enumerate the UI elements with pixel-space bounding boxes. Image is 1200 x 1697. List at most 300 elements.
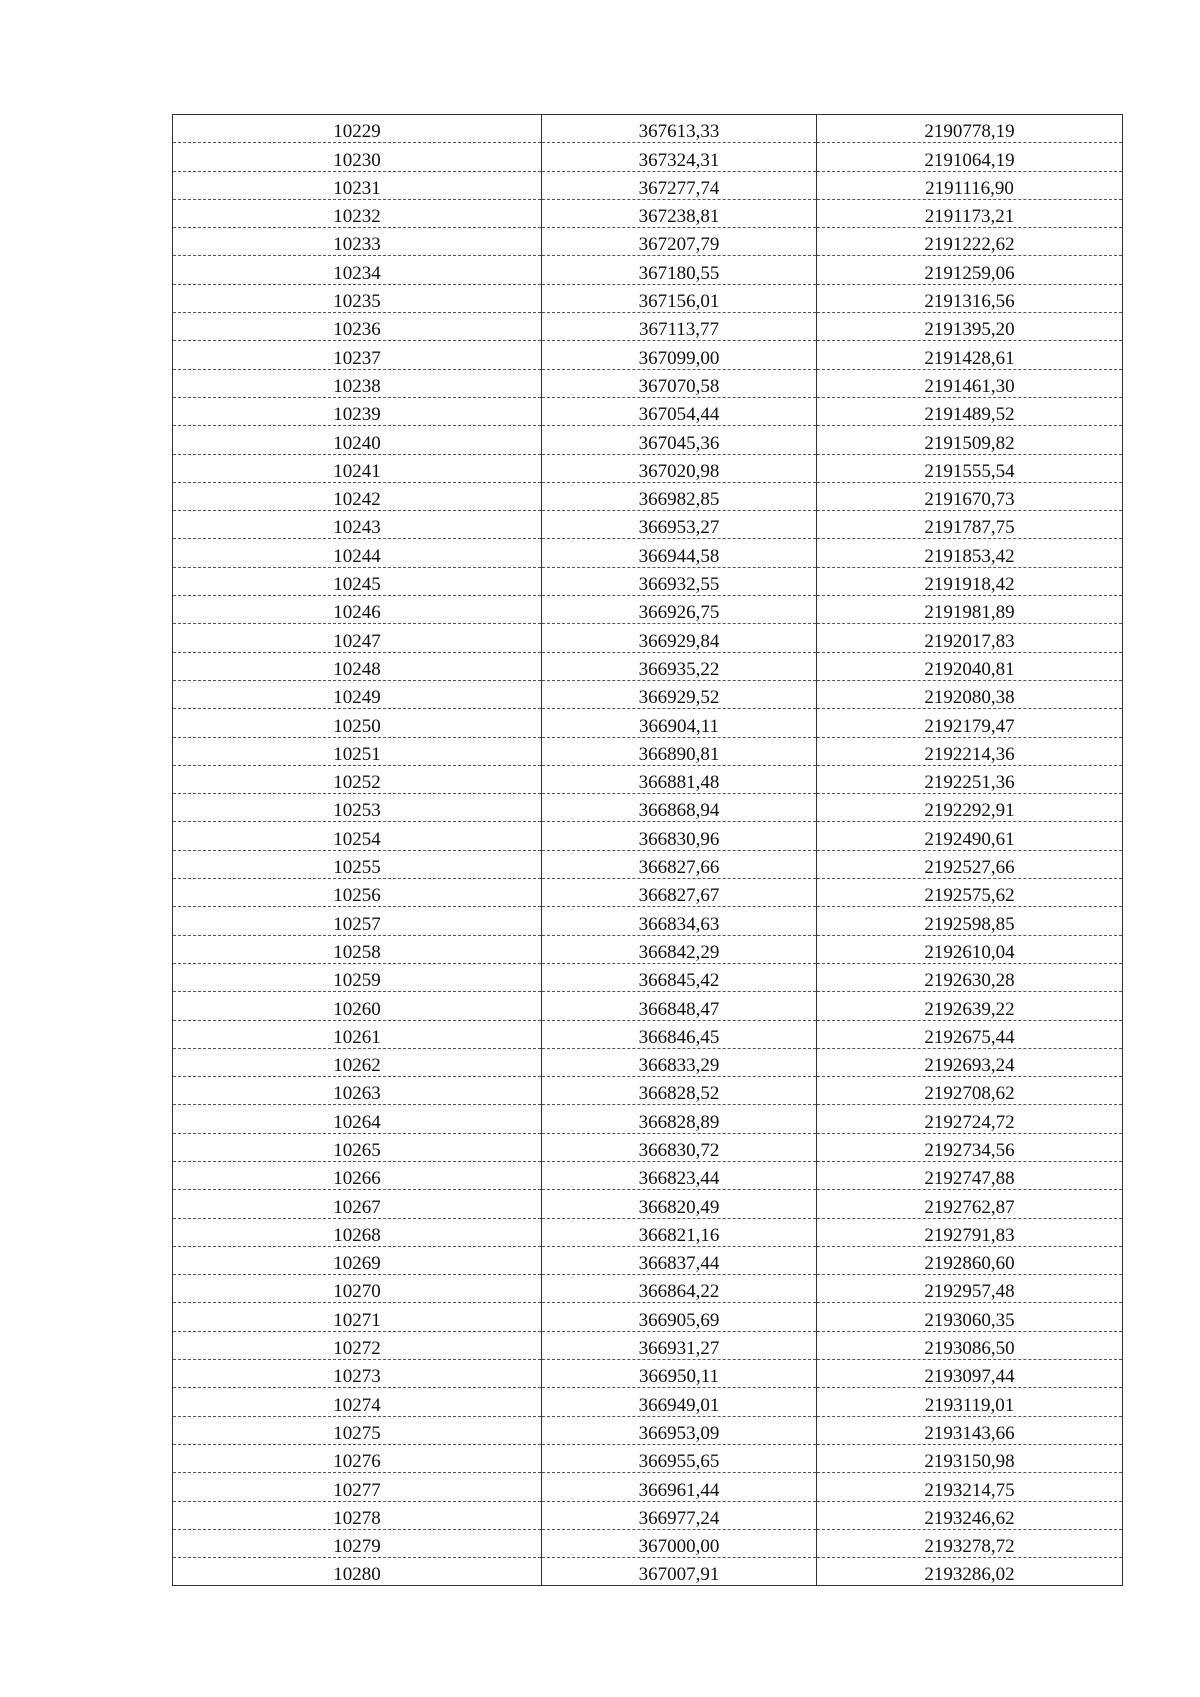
x-coordinate-cell	[542, 1275, 817, 1303]
table-row	[173, 1416, 1123, 1444]
y-coordinate-cell	[817, 1360, 1123, 1388]
cell-value: 2192762,87	[924, 1196, 1015, 1218]
point-number-cell	[173, 935, 542, 963]
cell-value: 366905,69	[638, 1309, 720, 1331]
cell-value: 10255	[333, 857, 381, 879]
x-coordinate-cell	[542, 397, 817, 425]
y-coordinate-cell	[817, 256, 1123, 284]
cell-value: 10252	[333, 772, 381, 794]
x-coordinate-cell	[542, 256, 817, 284]
point-number-cell	[173, 624, 542, 652]
cell-value: 10280	[333, 1564, 381, 1586]
cell-value: 2191116,90	[925, 177, 1014, 199]
table-row	[173, 171, 1123, 199]
cell-value: 367099,00	[638, 347, 720, 369]
table-row	[173, 426, 1123, 454]
x-coordinate-cell	[542, 680, 817, 708]
y-coordinate-cell	[817, 737, 1123, 765]
cell-value: 366881,48	[638, 772, 720, 794]
cell-value: 10278	[333, 1507, 381, 1529]
point-number-cell	[173, 1473, 542, 1501]
table-row	[173, 1077, 1123, 1105]
point-number-cell	[173, 850, 542, 878]
cell-value: 2192610,04	[924, 941, 1015, 963]
cell-value: 2193143,66	[924, 1422, 1015, 1444]
cell-value: 2190778,19	[924, 121, 1015, 143]
cell-value: 10240	[333, 432, 381, 454]
cell-value: 366820,49	[638, 1196, 720, 1218]
cell-value: 2193246,62	[924, 1507, 1015, 1529]
cell-value: 367007,91	[638, 1564, 720, 1586]
y-coordinate-cell	[817, 1020, 1123, 1048]
x-coordinate-cell	[542, 341, 817, 369]
table-row	[173, 1190, 1123, 1218]
cell-value: 10266	[333, 1168, 381, 1190]
cell-value: 366837,44	[638, 1253, 720, 1275]
table-row	[173, 1331, 1123, 1359]
point-number-cell	[173, 199, 542, 227]
x-coordinate-cell	[542, 907, 817, 935]
cell-value: 10239	[333, 404, 381, 426]
cell-value: 367156,01	[638, 291, 720, 313]
table-row	[173, 1388, 1123, 1416]
cell-value: 366828,52	[638, 1083, 720, 1105]
cell-value: 366830,96	[638, 828, 720, 850]
y-coordinate-cell	[817, 794, 1123, 822]
x-coordinate-cell	[542, 284, 817, 312]
table-row	[173, 1218, 1123, 1246]
cell-value: 10260	[333, 998, 381, 1020]
table-row	[173, 313, 1123, 341]
table-row	[173, 652, 1123, 680]
cell-value: 10238	[333, 375, 381, 397]
point-number-cell	[173, 1190, 542, 1218]
point-number-cell	[173, 1444, 542, 1472]
point-number-cell	[173, 1161, 542, 1189]
cell-value: 10236	[333, 319, 381, 341]
point-number-cell	[173, 879, 542, 907]
x-coordinate-cell	[542, 1048, 817, 1076]
cell-value: 366845,42	[638, 970, 720, 992]
cell-value: 366842,29	[638, 941, 720, 963]
y-coordinate-cell	[817, 426, 1123, 454]
y-coordinate-cell	[817, 1077, 1123, 1105]
y-coordinate-cell	[817, 115, 1123, 143]
y-coordinate-cell	[817, 1416, 1123, 1444]
y-coordinate-cell	[817, 341, 1123, 369]
cell-value: 2193060,35	[924, 1309, 1015, 1331]
point-number-cell	[173, 369, 542, 397]
cell-value: 2191222,62	[924, 234, 1015, 256]
point-number-cell	[173, 1048, 542, 1076]
point-number-cell	[173, 992, 542, 1020]
table-row	[173, 879, 1123, 907]
y-coordinate-cell	[817, 1048, 1123, 1076]
cell-value: 366931,27	[638, 1338, 720, 1360]
coordinates-table-body	[173, 115, 1123, 1586]
cell-value: 10241	[333, 460, 381, 482]
cell-value: 367324,31	[638, 149, 720, 171]
table-row	[173, 1501, 1123, 1529]
x-coordinate-cell	[542, 567, 817, 595]
cell-value: 367000,00	[638, 1536, 720, 1558]
cell-value: 366834,63	[638, 913, 720, 935]
y-coordinate-cell	[817, 1133, 1123, 1161]
x-coordinate-cell	[542, 482, 817, 510]
x-coordinate-cell	[542, 652, 817, 680]
cell-value: 366929,84	[638, 630, 720, 652]
x-coordinate-cell	[542, 1444, 817, 1472]
table-row	[173, 1246, 1123, 1274]
y-coordinate-cell	[817, 313, 1123, 341]
table-row	[173, 1020, 1123, 1048]
y-coordinate-cell	[817, 879, 1123, 907]
point-number-cell	[173, 454, 542, 482]
point-number-cell	[173, 1331, 542, 1359]
y-coordinate-cell	[817, 539, 1123, 567]
x-coordinate-cell	[542, 1246, 817, 1274]
point-number-cell	[173, 737, 542, 765]
table-row	[173, 1048, 1123, 1076]
cell-value: 10268	[333, 1224, 381, 1246]
table-row	[173, 341, 1123, 369]
cell-value: 366864,22	[638, 1281, 720, 1303]
table-row	[173, 482, 1123, 510]
cell-value: 10249	[333, 687, 381, 709]
point-number-cell	[173, 907, 542, 935]
cell-value: 10242	[333, 489, 381, 511]
y-coordinate-cell	[817, 1473, 1123, 1501]
table-row	[173, 850, 1123, 878]
y-coordinate-cell	[817, 567, 1123, 595]
table-row	[173, 1473, 1123, 1501]
cell-value: 2192639,22	[924, 998, 1015, 1020]
point-number-cell	[173, 652, 542, 680]
y-coordinate-cell	[817, 1190, 1123, 1218]
table-row	[173, 539, 1123, 567]
cell-value: 2191395,20	[924, 319, 1015, 341]
cell-value: 2192040,81	[924, 658, 1015, 680]
cell-value: 366944,58	[638, 545, 720, 567]
cell-value: 366846,45	[638, 1026, 720, 1048]
x-coordinate-cell	[542, 992, 817, 1020]
x-coordinate-cell	[542, 426, 817, 454]
cell-value: 366848,47	[638, 998, 720, 1020]
cell-value: 10269	[333, 1253, 381, 1275]
cell-value: 366823,44	[638, 1168, 720, 1190]
y-coordinate-cell	[817, 1275, 1123, 1303]
point-number-cell	[173, 115, 542, 143]
y-coordinate-cell	[817, 1161, 1123, 1189]
x-coordinate-cell	[542, 228, 817, 256]
cell-value: 10232	[333, 206, 381, 228]
cell-value: 2192724,72	[924, 1111, 1015, 1133]
point-number-cell	[173, 1388, 542, 1416]
cell-value: 10250	[333, 715, 381, 737]
x-coordinate-cell	[542, 624, 817, 652]
point-number-cell	[173, 1133, 542, 1161]
cell-value: 10261	[333, 1026, 381, 1048]
point-number-cell	[173, 1416, 542, 1444]
cell-value: 10253	[333, 800, 381, 822]
x-coordinate-cell	[542, 1020, 817, 1048]
cell-value: 2193150,98	[924, 1451, 1015, 1473]
cell-value: 2191509,82	[924, 432, 1015, 454]
point-number-cell	[173, 482, 542, 510]
point-number-cell	[173, 228, 542, 256]
cell-value: 2192693,24	[924, 1055, 1015, 1077]
cell-value: 2192860,60	[924, 1253, 1015, 1275]
y-coordinate-cell	[817, 1303, 1123, 1331]
cell-value: 10247	[333, 630, 381, 652]
cell-value: 10235	[333, 291, 381, 313]
table-row	[173, 1105, 1123, 1133]
table-row	[173, 794, 1123, 822]
y-coordinate-cell	[817, 992, 1123, 1020]
point-number-cell	[173, 596, 542, 624]
cell-value: 2191853,42	[924, 545, 1015, 567]
x-coordinate-cell	[542, 199, 817, 227]
y-coordinate-cell	[817, 228, 1123, 256]
point-number-cell	[173, 765, 542, 793]
cell-value: 2192292,91	[924, 800, 1015, 822]
y-coordinate-cell	[817, 596, 1123, 624]
point-number-cell	[173, 1360, 542, 1388]
cell-value: 2191064,19	[924, 149, 1015, 171]
x-coordinate-cell	[542, 1360, 817, 1388]
y-coordinate-cell	[817, 143, 1123, 171]
point-number-cell	[173, 341, 542, 369]
y-coordinate-cell	[817, 1331, 1123, 1359]
y-coordinate-cell	[817, 850, 1123, 878]
y-coordinate-cell	[817, 199, 1123, 227]
x-coordinate-cell	[542, 879, 817, 907]
cell-value: 366821,16	[638, 1224, 720, 1246]
cell-value: 2193278,72	[924, 1536, 1015, 1558]
cell-value: 2192598,85	[924, 913, 1015, 935]
table-row	[173, 454, 1123, 482]
cell-value: 2192490,61	[924, 828, 1015, 850]
cell-value: 2192734,56	[924, 1139, 1015, 1161]
point-number-cell	[173, 511, 542, 539]
table-row	[173, 1529, 1123, 1557]
cell-value: 366953,09	[638, 1422, 720, 1444]
table-row	[173, 1444, 1123, 1472]
x-coordinate-cell	[542, 1161, 817, 1189]
x-coordinate-cell	[542, 709, 817, 737]
x-coordinate-cell	[542, 1388, 817, 1416]
cell-value: 10270	[333, 1281, 381, 1303]
table-row	[173, 397, 1123, 425]
cell-value: 10273	[333, 1366, 381, 1388]
cell-value: 10237	[333, 347, 381, 369]
cell-value: 2192957,48	[924, 1281, 1015, 1303]
point-number-cell	[173, 822, 542, 850]
point-number-cell	[173, 794, 542, 822]
cell-value: 366926,75	[638, 602, 720, 624]
cell-value: 366890,81	[638, 743, 720, 765]
x-coordinate-cell	[542, 171, 817, 199]
table-row	[173, 680, 1123, 708]
cell-value: 366929,52	[638, 687, 720, 709]
cell-value: 2192575,62	[924, 885, 1015, 907]
x-coordinate-cell	[542, 369, 817, 397]
cell-value: 367020,98	[638, 460, 720, 482]
y-coordinate-cell	[817, 822, 1123, 850]
point-number-cell	[173, 567, 542, 595]
cell-value: 10234	[333, 262, 381, 284]
point-number-cell	[173, 171, 542, 199]
cell-value: 367613,33	[638, 121, 720, 143]
cell-value: 10272	[333, 1338, 381, 1360]
cell-value: 366932,55	[638, 574, 720, 596]
cell-value: 2191316,56	[924, 291, 1015, 313]
point-number-cell	[173, 426, 542, 454]
y-coordinate-cell	[817, 1218, 1123, 1246]
cell-value: 2191259,06	[924, 262, 1015, 284]
cell-value: 2192675,44	[924, 1026, 1015, 1048]
cell-value: 367045,36	[638, 432, 720, 454]
point-number-cell	[173, 1218, 542, 1246]
table-row	[173, 1303, 1123, 1331]
table-row	[173, 822, 1123, 850]
cell-value: 10233	[333, 234, 381, 256]
cell-value: 366904,11	[638, 715, 720, 737]
table-row	[173, 369, 1123, 397]
point-number-cell	[173, 313, 542, 341]
y-coordinate-cell	[817, 963, 1123, 991]
cell-value: 10257	[333, 913, 381, 935]
cell-value: 2192630,28	[924, 970, 1015, 992]
y-coordinate-cell	[817, 397, 1123, 425]
y-coordinate-cell	[817, 511, 1123, 539]
cell-value: 366833,29	[638, 1055, 720, 1077]
cell-value: 2192179,47	[924, 715, 1015, 737]
cell-value: 2192214,36	[924, 743, 1015, 765]
cell-value: 2192708,62	[924, 1083, 1015, 1105]
cell-value: 2192017,83	[924, 630, 1015, 652]
y-coordinate-cell	[817, 482, 1123, 510]
point-number-cell	[173, 1529, 542, 1557]
table-row	[173, 567, 1123, 595]
x-coordinate-cell	[542, 1529, 817, 1557]
table-row	[173, 935, 1123, 963]
table-row	[173, 511, 1123, 539]
point-number-cell	[173, 1020, 542, 1048]
cell-value: 10262	[333, 1055, 381, 1077]
x-coordinate-cell	[542, 313, 817, 341]
cell-value: 366949,01	[638, 1394, 720, 1416]
cell-value: 10279	[333, 1536, 381, 1558]
cell-value: 2192527,66	[924, 857, 1015, 879]
cell-value: 366828,89	[638, 1111, 720, 1133]
cell-value: 367277,74	[638, 177, 720, 199]
cell-value: 366830,72	[638, 1139, 720, 1161]
cell-value: 10230	[333, 149, 381, 171]
table-row	[173, 199, 1123, 227]
point-number-cell	[173, 709, 542, 737]
table-row	[173, 1133, 1123, 1161]
cell-value: 10229	[333, 121, 381, 143]
y-coordinate-cell	[817, 1388, 1123, 1416]
cell-value: 366827,67	[638, 885, 720, 907]
x-coordinate-cell	[542, 511, 817, 539]
point-number-cell	[173, 963, 542, 991]
coordinates-table	[172, 114, 1123, 1586]
cell-value: 10275	[333, 1422, 381, 1444]
cell-value: 2191918,42	[924, 574, 1015, 596]
table-row	[173, 1558, 1123, 1586]
y-coordinate-cell	[817, 284, 1123, 312]
table-row	[173, 907, 1123, 935]
x-coordinate-cell	[542, 596, 817, 624]
y-coordinate-cell	[817, 624, 1123, 652]
x-coordinate-cell	[542, 1473, 817, 1501]
cell-value: 2192080,38	[924, 687, 1015, 709]
table-row	[173, 624, 1123, 652]
cell-value: 366977,24	[638, 1507, 720, 1529]
x-coordinate-cell	[542, 1133, 817, 1161]
cell-value: 366950,11	[638, 1366, 720, 1388]
cell-value: 10267	[333, 1196, 381, 1218]
table-row	[173, 963, 1123, 991]
point-number-cell	[173, 397, 542, 425]
table-row	[173, 596, 1123, 624]
x-coordinate-cell	[542, 935, 817, 963]
cell-value: 2191489,52	[924, 404, 1015, 426]
cell-value: 10258	[333, 941, 381, 963]
cell-value: 366827,66	[638, 857, 720, 879]
cell-value: 367207,79	[638, 234, 720, 256]
cell-value: 10254	[333, 828, 381, 850]
y-coordinate-cell	[817, 1558, 1123, 1586]
x-coordinate-cell	[542, 1105, 817, 1133]
cell-value: 10243	[333, 517, 381, 539]
cell-value: 2193097,44	[924, 1366, 1015, 1388]
cell-value: 10265	[333, 1139, 381, 1161]
point-number-cell	[173, 1275, 542, 1303]
point-number-cell	[173, 680, 542, 708]
x-coordinate-cell	[542, 794, 817, 822]
y-coordinate-cell	[817, 680, 1123, 708]
y-coordinate-cell	[817, 171, 1123, 199]
table-row	[173, 992, 1123, 1020]
point-number-cell	[173, 1501, 542, 1529]
cell-value: 2193214,75	[924, 1479, 1015, 1501]
y-coordinate-cell	[817, 369, 1123, 397]
cell-value: 367070,58	[638, 375, 720, 397]
point-number-cell	[173, 256, 542, 284]
cell-value: 10231	[333, 177, 381, 199]
table-row	[173, 765, 1123, 793]
x-coordinate-cell	[542, 1218, 817, 1246]
table-row	[173, 737, 1123, 765]
table-row	[173, 1360, 1123, 1388]
table-row	[173, 709, 1123, 737]
cell-value: 2192791,83	[924, 1224, 1015, 1246]
cell-value: 10264	[333, 1111, 381, 1133]
y-coordinate-cell	[817, 454, 1123, 482]
cell-value: 2193119,01	[924, 1394, 1015, 1416]
x-coordinate-cell	[542, 963, 817, 991]
table-row	[173, 256, 1123, 284]
cell-value: 10244	[333, 545, 381, 567]
x-coordinate-cell	[542, 1303, 817, 1331]
y-coordinate-cell	[817, 1246, 1123, 1274]
y-coordinate-cell	[817, 1501, 1123, 1529]
table-row	[173, 1161, 1123, 1189]
table-row	[173, 228, 1123, 256]
